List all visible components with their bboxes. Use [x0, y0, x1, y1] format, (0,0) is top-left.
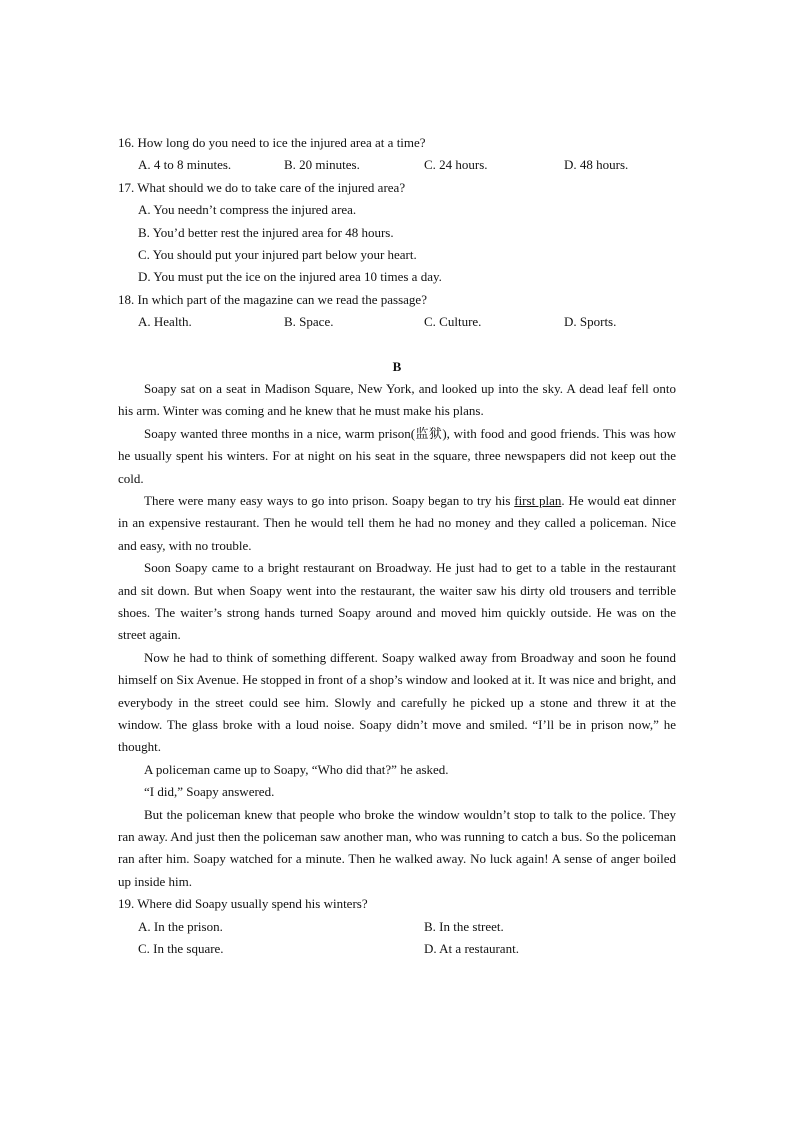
passage-paragraph-2: Soapy wanted three months in a nice, warm prison(监狱), with food and good friends. This was how he usually spent his winters. For at night on his seat in the square, three newspapers did not keep out the cold. — [118, 425, 676, 486]
q17-option-c[interactable]: C. You should put your injured part below your heart. — [138, 246, 417, 262]
question-18-options — [118, 311, 676, 333]
question-19-options-row-1 — [118, 916, 676, 938]
question-16-stem: 16. How long do you need to ice the injured area at a time? — [118, 135, 426, 150]
passage-paragraph-3 — [118, 490, 676, 557]
passage-paragraph-5: Now he had to think of something different. Soapy walked away from Broadway and soon he found himself on Six Avenue. He stopped in front of a shop’s window and looked at it. It was nice and bright, and everybody in the street could see him. Slowly and carefully he picked up a stone and threw it at the window. The glass broke with a loud noise. Soapy didn’t move and smiled. “I’ll be in prison now,” he thought. — [118, 649, 676, 755]
q18-option-d[interactable]: D. Sports. — [564, 314, 617, 330]
paragraph-3-start: There were many easy ways to go into prison. Soapy began to try his — [144, 492, 515, 508]
q16-option-d[interactable]: D. 48 hours. — [564, 157, 629, 173]
question-19-options-row-2 — [118, 938, 676, 960]
q19-option-d[interactable]: D. At a restaurant. — [424, 941, 519, 957]
q18-option-a[interactable]: A. Health. — [138, 314, 192, 330]
section-b-title: B — [392, 358, 402, 374]
underlined-first-plan: first plan — [514, 492, 562, 508]
passage-paragraph-7: “I did,” Soapy answered. — [144, 784, 275, 800]
question-17-stem: 17. What should we do to take care of the injured area? — [118, 179, 406, 195]
question-16-options — [118, 154, 676, 176]
passage-paragraph-6: A policeman came up to Soapy, “Who did that?” he asked. — [144, 761, 449, 777]
q17-option-a[interactable]: A. You needn’t compress the injured area. — [138, 202, 357, 218]
paragraph-3-end: . He would eat dinner in an expensive restaurant. Then he would tell them he had no money and they called a policeman. Nice and easy, with no trouble. — [118, 492, 676, 553]
q19-option-a[interactable]: A. In the prison. — [138, 918, 223, 934]
q16-option-c[interactable]: C. 24 hours. — [424, 157, 488, 173]
passage-paragraph-8: But the policeman knew that people who broke the window wouldn’t stop to talk to the police. They ran away. And just then the policeman saw another man, who was running to catch a bus. So the policeman ran after him. Soapy watched for a minute. Then he walked away. No luck again! A sense of anger boiled up inside him. — [118, 806, 676, 889]
q18-option-b[interactable]: B. Space. — [284, 314, 334, 330]
q17-option-b[interactable]: B. You’d better rest the injured area for 48 hours. — [138, 224, 394, 240]
q19-option-c[interactable]: C. In the square. — [138, 941, 224, 957]
passage-paragraph-4: Soon Soapy came to a bright restaurant on Broadway. He just had to get to a table in the restaurant and sit down. But when Soapy went into the restaurant, the waiter saw his dirty old trousers and terrible shoes. The waiter’s strong hands turned Soapy around and moved him quickly outside. He was on the street again. — [118, 560, 676, 643]
q17-option-d[interactable]: D. You must put the ice on the injured area 10 times a day. — [138, 269, 442, 285]
worksheet-page — [118, 132, 676, 960]
question-18-stem: 18. In which part of the magazine can we read the passage? — [118, 291, 427, 307]
q16-option-b[interactable]: B. 20 minutes. — [284, 157, 360, 173]
passage-paragraph-1: Soapy sat on a seat in Madison Square, New York, and looked up into the sky. A dead leaf fell onto his arm. Winter was coming and he knew that he must make his plans. — [118, 380, 676, 419]
q18-option-c[interactable]: C. Culture. — [424, 314, 482, 330]
q19-option-b[interactable]: B. In the street. — [424, 918, 504, 934]
question-19-stem: 19. Where did Soapy usually spend his winters? — [118, 896, 368, 912]
q16-option-a[interactable]: A. 4 to 8 minutes. — [138, 157, 232, 173]
